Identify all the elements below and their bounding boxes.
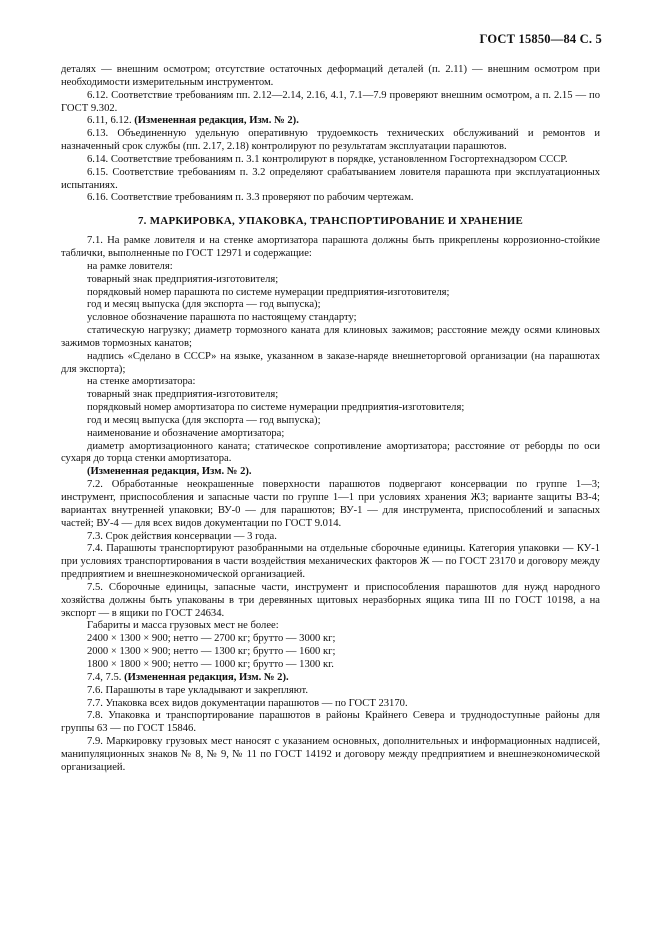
paragraph-6-13: 6.13. Объединенную удельную оперативную трудоемкость технических обслуживаний и ремонтов и назначенный срок службы (пп. 2.17, 2.18) контролируют по результатам эксплуатации парашютов. [61, 128, 600, 153]
list-item: условное обозначение парашюта по настоящему стандарту; [87, 312, 357, 324]
paragraph-6-12: 6.12. Соответствие требованиям пп. 2.12—2.14, 2.16, 4.1, 7.1—7.9 проверяют внешним осмотром, а п. 2.15 — по ГОСТ 9.302. [61, 89, 600, 114]
dimensions-intro: Габариты и масса грузовых мест не более: [87, 620, 279, 632]
list-item: товарный знак предприятия-изготовителя; [87, 273, 279, 285]
dimension-line: 2400 × 1300 × 900; нетто — 2700 кг; брутто — 3000 кг; [87, 633, 336, 645]
list-item: наименование и обозначение амортизатора; [87, 427, 285, 439]
paragraph-7-6: 7.6. Парашюты в таре укладывают и закрепляют. [87, 684, 308, 696]
paragraph-continuation: деталях — внешним осмотром; отсутствие остаточных деформаций деталей (п. 2.11) — внешним осмотром при необходимости измерительным инструментом. [61, 64, 600, 88]
paragraph-7-1: 7.1. На рамке ловителя и на стенке амортизатора парашюта должны быть прикреплены коррозионно-стойкие таблички, выполненные по ГОСТ 12971 и содержащие: [61, 235, 600, 259]
dimension-line: 2000 × 1300 × 900; нетто — 1300 кг; брутто — 1600 кг; [87, 646, 336, 658]
paragraph-7-4: 7.4. Парашюты транспортируют разобранными на отдельные сборочные единицы. Категория упаковки — КУ-1 при условиях транспортирования в части воздействия механических факторов Ж — по ГОСТ 23170 и договору между предприятием и внешнеэкономической организацией. [61, 543, 600, 581]
list-item: статическую нагрузку; диаметр тормозного каната для клиновых зажимов; расстояние между осями клиновых зажимов тормозных канатов; [61, 325, 600, 349]
section-7-title: 7. МАРКИРОВКА, УПАКОВКА, ТРАНСПОРТИРОВАНИЕ И ХРАНЕНИЕ [137, 215, 524, 228]
amendment-text: (Измененная редакция, Изм. № 2). [124, 671, 289, 683]
amendment-note [61, 672, 600, 685]
list-item: год и месяц выпуска (для экспорта — год выпуска); [87, 299, 321, 311]
list-item: год и месяц выпуска (для экспорта — год выпуска); [87, 414, 321, 426]
amendment-text: (Измененная редакция, Изм. № 2). [134, 115, 299, 127]
paragraph-7-3: 7.3. Срок действия консервации — 3 года. [87, 530, 277, 542]
list-item: товарный знак предприятия-изготовителя; [87, 389, 279, 401]
document-body [61, 64, 600, 775]
paragraph-7-7: 7.7. Упаковка всех видов документации парашютов — по ГОСТ 23170. [87, 697, 408, 709]
list-item: диаметр амортизационного каната; статическое сопротивление амортизатора; расстояние от реборды по оси сухаря до торца стенки амортизатора. [61, 440, 600, 465]
paragraph-7-8: 7.8. Упаковка и транспортирование парашютов в районы Крайнего Севера и труднодоступные районы для группы 63 — по ГОСТ 15846. [61, 710, 600, 735]
paragraph-7-5: 7.5. Сборочные единицы, запасные части, инструмент и приспособления парашютов для нужд народного хозяйства должны быть упакованы в три деревянных щитовых неразборных ящика типа III по ГОСТ 10198, а на экспорт — в ящики по ГОСТ 24634. [61, 581, 600, 619]
paragraph-6-14: 6.14. Соответствие требованиям п. 3.1 контролируют в порядке, установленном Госгортехнадзором СССР. [87, 153, 568, 165]
dimension-line: 1800 × 1800 × 900; нетто — 1000 кг; брутто — 1300 кг. [87, 658, 334, 670]
amendment-note [61, 466, 600, 479]
amendment-text: (Измененная редакция, Изм. № 2). [87, 466, 252, 478]
list-item: порядковый номер амортизатора по системе нумерации предприятия-изготовителя; [87, 402, 465, 414]
list-item: на стенке амортизатора: [87, 376, 196, 388]
page-header: ГОСТ 15850—84 С. 5 [479, 32, 602, 46]
list-item: надпись «Сделано в СССР» на языке, указанном в заказе-наряде внешнеторговой организации (на парашютах для экспорта); [61, 350, 600, 375]
list-item: на рамке ловителя: [87, 260, 173, 272]
amendment-prefix: 7.4, 7.5. [87, 671, 125, 683]
list-item: порядковый номер парашюта по системе нумерации предприятия-изготовителя; [87, 286, 450, 298]
paragraph-7-2: 7.2. Обработанные неокрашенные поверхности парашютов подвергают консервации по группе 1—3; инструмент, приспособления и запасные части по группе 1—1 при условиях хранения Ж3; варианте защиты ВЗ-4; вариантах внутренней упаковки; ВУ-0 — для парашютов; ВУ-1 — для инструмента, приспособлений и запасных частей; ВУ-4 — для всех видов документации по ГОСТ 9.014. [61, 479, 600, 529]
amendment-prefix: 6.11, 6.12. [87, 115, 135, 127]
paragraph-6-16: 6.16. Соответствие требованиям п. 3.3 проверяют по рабочим чертежам. [87, 192, 414, 204]
amendment-note [61, 115, 600, 128]
paragraph-6-15: 6.15. Соответствие требованиям п. 3.2 определяют срабатыванием ловителя парашюта при эксплуатационных испытаниях. [61, 166, 600, 191]
paragraph-7-9: 7.9. Маркировку грузовых мест наносят с указанием основных, дополнительных и информационных надписей, манипуляционных знаков № 8, № 9, № 11 по ГОСТ 14192 и договору между предприятием и внешнеэкономической организацией. [61, 736, 600, 773]
